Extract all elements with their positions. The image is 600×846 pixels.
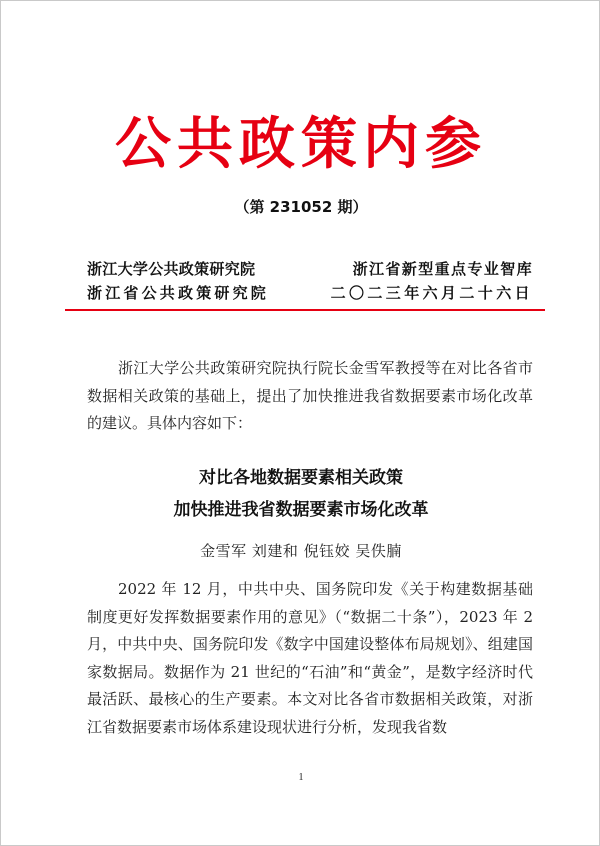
body-paragraph: 2022 年 12 月，中共中央、国务院印发《关于构建数据基础制度更好发挥数据要素作用的意见》（“数据二十条”），2023 年 2 月，中共中央、国务院印发《数字中国建设整体布局规划》、组建国家数据局。数据作为 21 世纪的“石油”和“黄金”，是数字经济时代最活跃、最核心的生产要素。本文对比各省市数据相关政策，对浙江省数据要素市场体系建设现状进行分析，发现我省数: [87, 580, 533, 736]
header-institute-1: 浙江大学公共政策研究院: [87, 260, 256, 278]
masthead-title: 公共政策内参: [115, 111, 487, 177]
intro-paragraph: 浙江大学公共政策研究院执行院长金雪军教授等在对比各省市数据相关政策的基础上，提出了加快推进我省数据要素市场化改革的建议。具体内容如下：: [87, 359, 533, 432]
page-number: 1: [298, 772, 304, 783]
issue-number: （第 231052 期）: [234, 198, 368, 216]
red-divider: [65, 309, 545, 311]
article-title-line-2: 加快推进我省数据要素市场化改革: [173, 500, 429, 520]
header-institute-2: 浙江省公共政策研究院: [87, 284, 270, 302]
header-think-tank: 浙江省新型重点专业智库: [352, 260, 533, 278]
article-authors: 金雪军 刘建和 倪钰姣 吴佚腩: [200, 542, 402, 560]
article-title-line-1: 对比各地数据要素相关政策: [199, 468, 403, 488]
header-date: 二〇二三年六月二十六日: [330, 284, 533, 302]
